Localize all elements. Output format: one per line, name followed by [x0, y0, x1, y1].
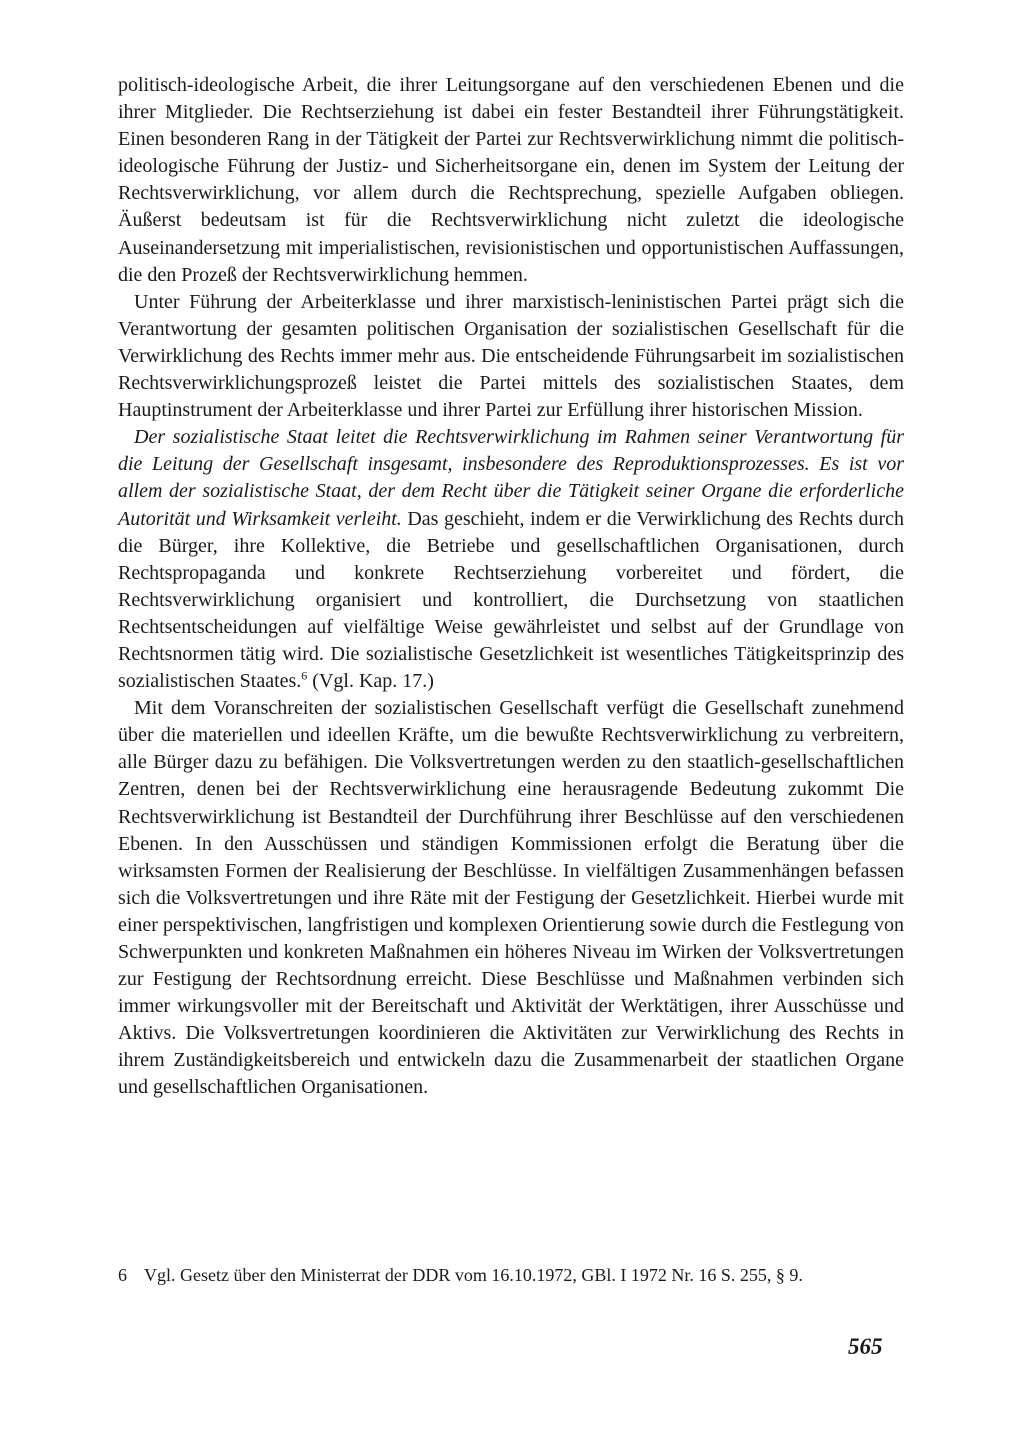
paragraph-3-italic: Der sozialistische Staat leitet die Rechtsverwirklichung im Rahmen seiner Verantwortung für die Leitung der Gesellschaft insgesamt, insbesondere des Reproduktionsprozesses. Es ist vor allem der sozialistische Staat, der dem Recht über die Tätigkeit seiner Organe die erforderliche Autorität und Wirksamkeit verleiht.	[118, 426, 904, 530]
paragraph-1: politisch-ideologische Arbeit, die ihrer Leitungsorgane auf den verschiedenen Ebenen und die ihrer Mitglieder. Die Rechtserziehung ist dabei ein fester Bestandteil ihrer Führungstätigkeit. Einen besonderen Rang in der Tätigkeit der Partei zur Rechtsverwirklichung nimmt die politisch-ideologische Führung der Justiz- und Sicherheitsorgane ein, denen im System der Leitung der Rechtsverwirklichung, vor allem durch die Rechtsprechung, spezielle Aufgaben obliegen. Äußerst bedeutsam ist für die Rechtsverwirklichung nicht zuletzt die ideologische Auseinandersetzung mit imperialistischen, revisionistischen und opportunistischen Auffassungen, die den Prozeß der Rechtsverwirklichung hemmen.	[118, 74, 904, 286]
paragraph-3-tail: (Vgl. Kap. 17.)	[307, 670, 434, 693]
paragraph-3	[118, 424, 904, 695]
paragraph-2: Unter Führung der Arbeiterklasse und ihrer marxistisch-leninistischen Partei prägt sich die Verantwortung der gesamten politischen Organisation der sozialistischen Gesellschaft für die Verwirklichung des Rechts immer mehr aus. Die entscheidende Führungsarbeit im sozialistischen Rechtsverwirklichungsprozeß leistet die Partei mittels des sozialistischen Staates, dem Hauptinstrument der Arbeiterklasse und ihrer Partei zur Erfüllung ihrer historischen Mission.	[118, 290, 904, 422]
footnote-text: Vgl. Gesetz über den Ministerrat der DDR vom 16.10.1972, GBl. I 1972 Nr. 16 S. 255, § 9.	[144, 1265, 803, 1285]
paragraph-3-regular: Das geschieht, indem er die Verwirklichung des Rechts durch die Bürger, ihre Kollektive, die Betriebe und gesellschaftlichen Organisationen, durch Rechtspropaganda und konkrete Rechtserziehung vorbereitet und fördert, die Rechtsverwirklichung organisiert und kontrolliert, die Durchsetzung von staatlichen Rechtsentscheidungen auf vielfältige Weise gewährleistet und selbst auf der Grundlage von Rechtsnormen tätig wird. Die sozialistische Gesetzlichkeit ist wesentliches Tätigkeitsprinzip des sozialistischen Staates.	[118, 507, 904, 693]
page-body	[118, 72, 904, 1102]
footnote	[118, 1263, 904, 1288]
footnote-number: 6	[118, 1265, 127, 1285]
page-number: 565	[848, 1334, 883, 1359]
footnote-reference: 6	[301, 668, 308, 683]
paragraph-4: Mit dem Voranschreiten der sozialistischen Gesellschaft verfügt die Gesellschaft zunehmend über die materiellen und ideellen Kräfte, um die bewußte Rechtsverwirklichung zu verbreitern, alle Bürger dazu zu befähigen. Die Volksvertretungen werden zu den staatlich-gesellschaftlichen Zentren, denen bei der Rechtsverwirklichung eine herausragende Bedeutung zukommt Die Rechtsverwirklichung ist Bestandteil der Durchführung ihrer Beschlüsse auf den verschiedenen Ebenen. In den Ausschüssen und ständigen Kommissionen erfolgt die Beratung über die wirksamsten Formen der Realisierung der Beschlüsse. In vielfältigen Zusammenhängen befassen sich die Volksvertretungen und ihre Räte mit der Festigung der Gesetzlichkeit. Hierbei wurde mit einer perspektivischen, langfristigen und komplexen Orientierung sowie durch die Festlegung von Schwerpunkten und konkreten Maßnahmen ein höheres Niveau im Wirken der Volksvertretungen zur Festigung der Rechtsordnung erreicht. Diese Beschlüsse und Maßnahmen verbinden sich immer wirkungsvoller mit der Bereitschaft und Aktivität der Werktätigen, ihrer Ausschüsse und Aktivs. Die Volksvertretungen koordinieren die Aktivitäten zur Verwirklichung des Rechts in ihrem Zuständigkeitsbereich und entwickeln dazu die Zusammenarbeit der staatlichen Organe und gesellschaftlichen Organisationen.	[118, 697, 904, 1099]
